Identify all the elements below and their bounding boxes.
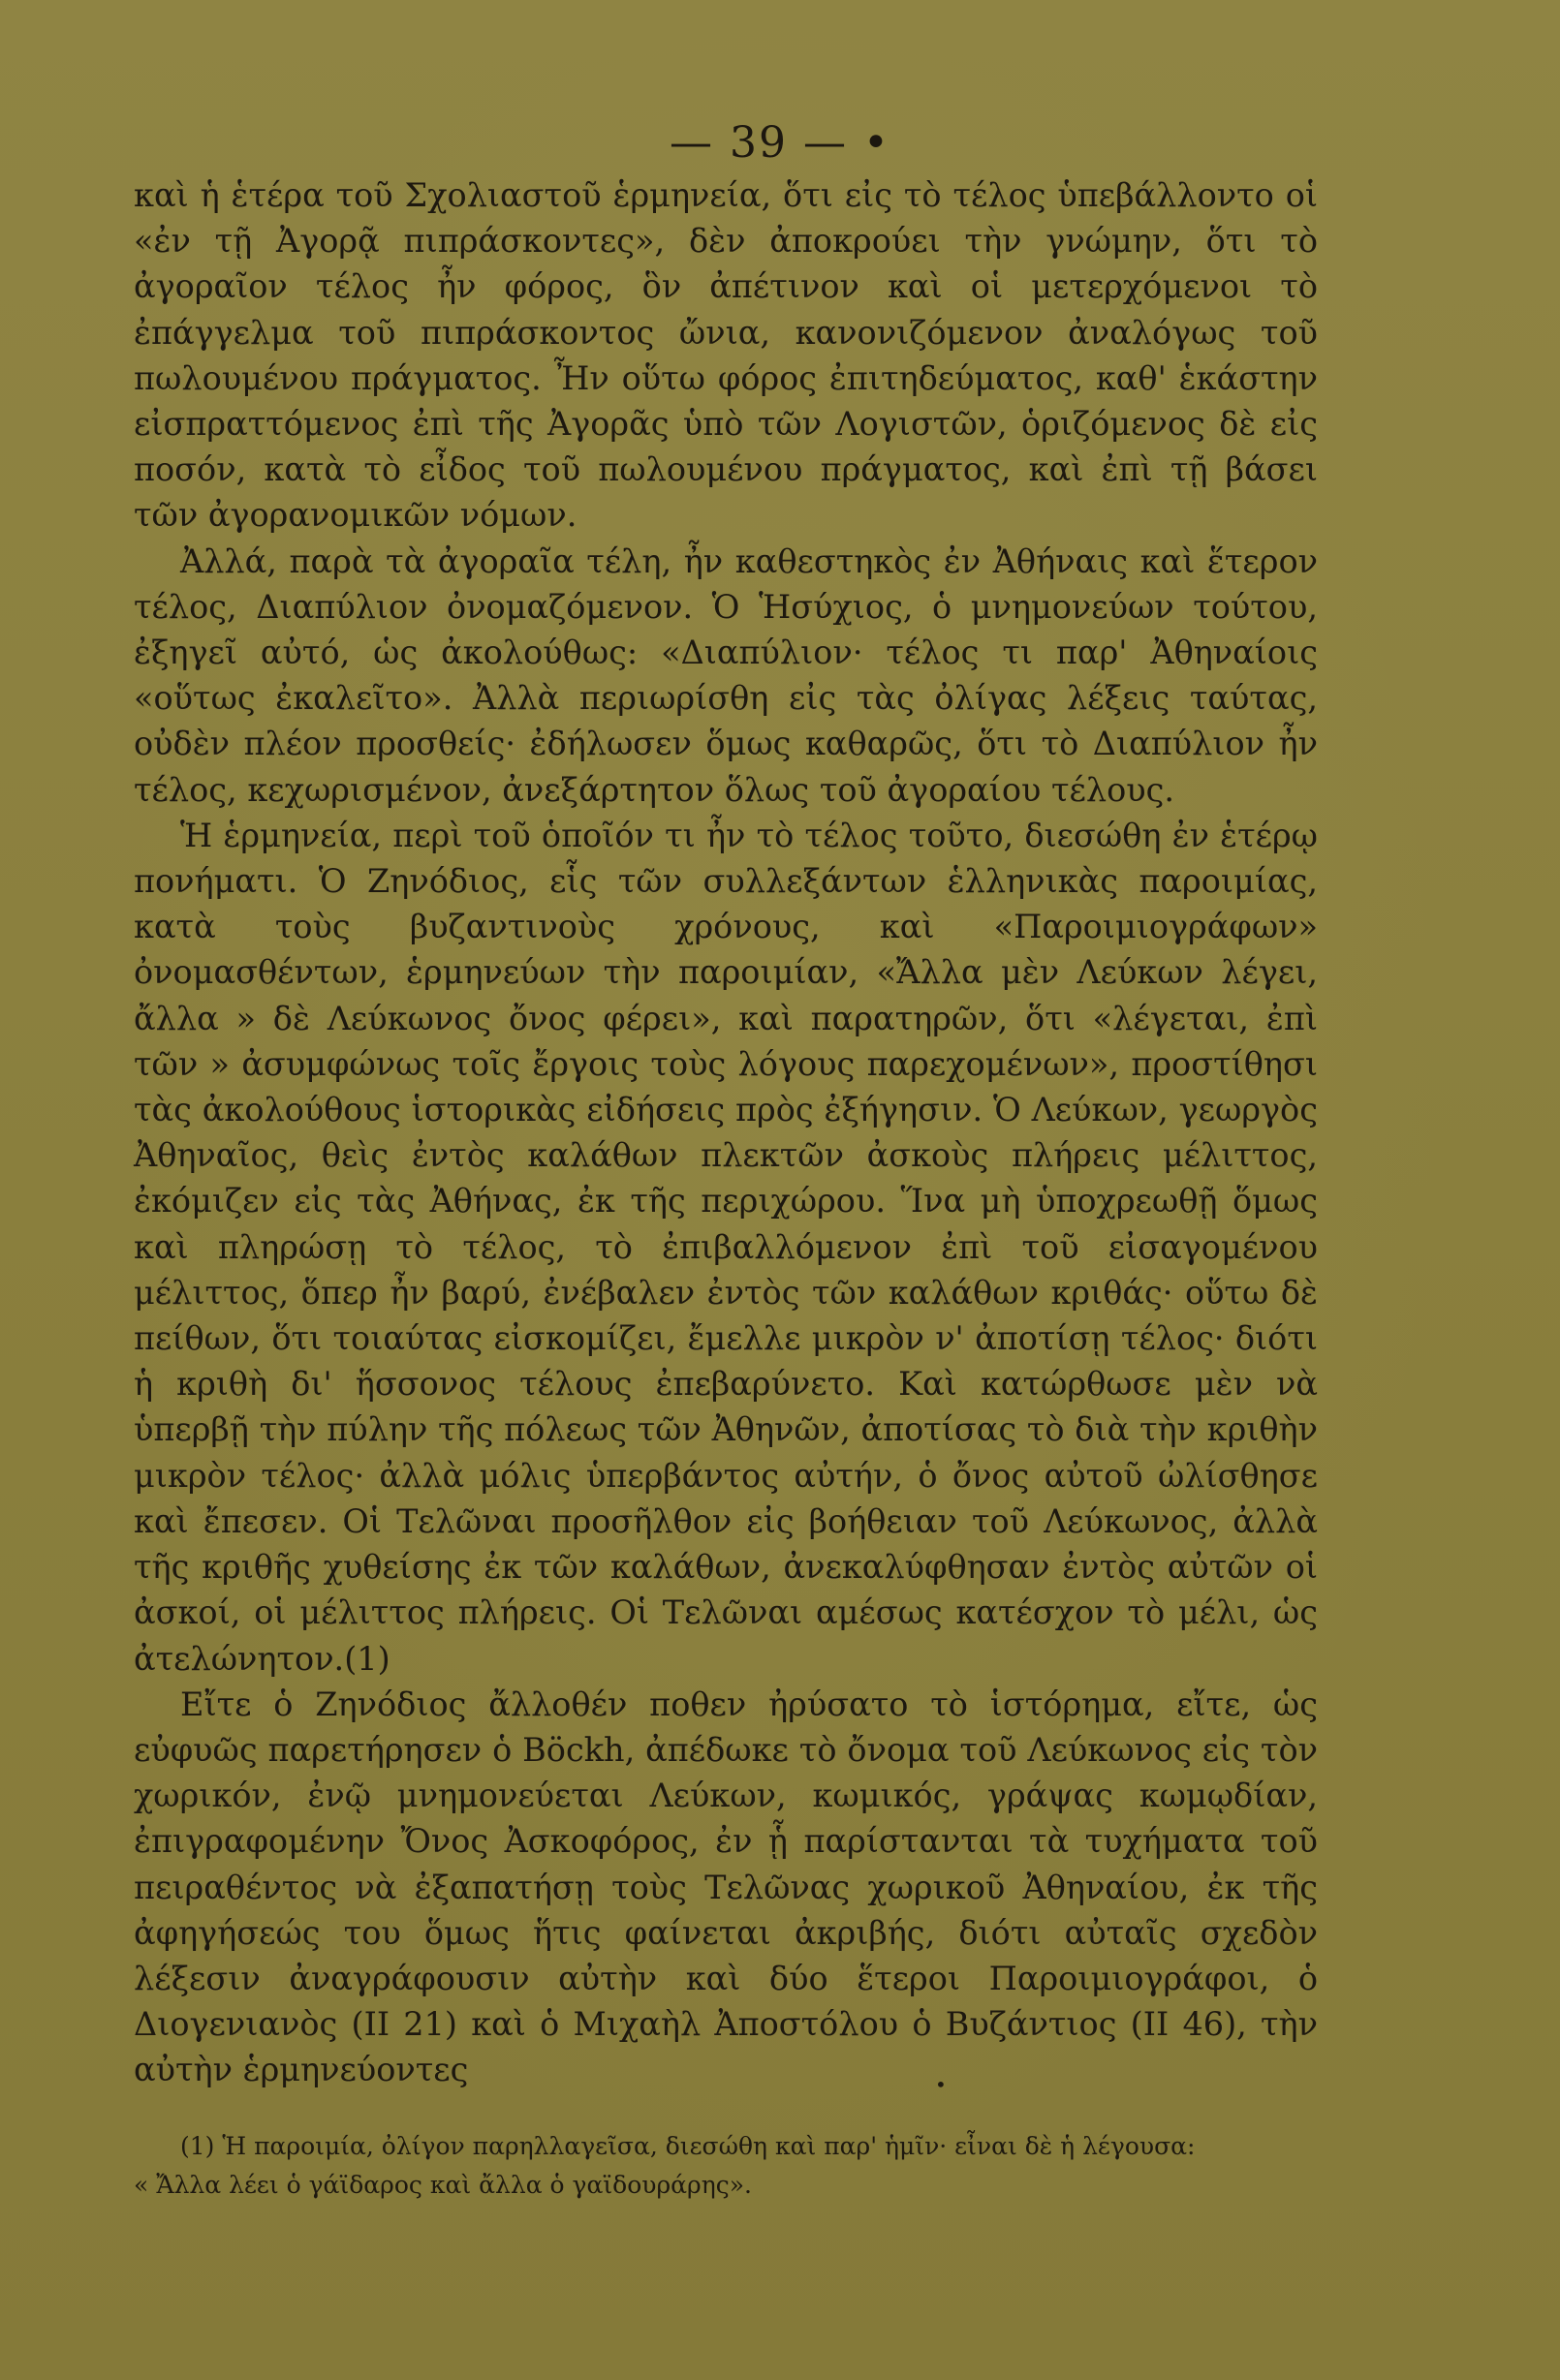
body-text <box>134 172 1318 2093</box>
footnote-separator-mark: • <box>935 2073 947 2096</box>
footnotes <box>134 2127 1318 2205</box>
paragraph-3: Ἡ ἑρμηνεία, περὶ τοῦ ὁποῖόν τι ἦν τὸ τέλος τοῦτο, διεσώθη ἐν ἑτέρῳ πονήματι. Ὁ Ζηνόδιος, εἷς τῶν συλλεξάντων ἑλληνικὰς παροιμίας, κατὰ τοὺς βυζαντινοὺς χρόνους, καὶ «Παροιμιογράφων» ὀνομασθέντων, ἑρμηνεύων τὴν παροιμίαν, «Ἄλλα μὲν Λεύκων λέγει, ἄλλα » δὲ Λεύκωνος ὄνος φέρει», καὶ παρατηρῶν, ὅτι «λέγεται, ἐπὶ τῶν » ἀσυμφώνως τοῖς ἔργοις τοὺς λόγους παρεχομένων», προστίθησι τὰς ἀκολούθους ἱστορικὰς εἰδήσεις πρὸς ἐξήγησιν. Ὁ Λεύκων, γεωργὸς Ἀθηναῖος, θεὶς ἐντὸς καλάθων πλεκτῶν ἀσκοὺς πλήρεις μέλιττος, ἐκόμιζεν εἰς τὰς Ἀθήνας, ἐκ τῆς περιχώρου. Ἵνα μὴ ὑποχρεωθῇ ὅμως καὶ πληρώσῃ τὸ τέλος, τὸ ἐπιβαλλόμενον ἐπὶ τοῦ εἰσαγομένου μέλιττος, ὅπερ ἦν βαρύ, ἐνέβαλεν ἐντὸς τῶν καλάθων κριθάς· οὕτω δὲ πείθων, ὅτι τοιαύτας εἰσκομίζει, ἔμελλε μικρὸν ν' ἀποτίσῃ τέλος· διότι ἡ κριθὴ δι' ἥσσονος τέλους ἐπεβαρύνετο. Καὶ κατώρθωσε μὲν νὰ ὑπερβῇ τὴν πύλην τῆς πόλεως τῶν Ἀθηνῶν, ἀποτίσας τὸ διὰ τὴν κριθὴν μικρὸν τέλος· ἀλλὰ μόλις ὑπερβάντος αὐτήν, ὁ ὄνος αὐτοῦ ὠλίσθησε καὶ ἔπεσεν. Οἱ Τελῶναι προσῆλθον εἰς βοήθειαν τοῦ Λεύκωνος, ἀλλὰ τῆς κριθῆς χυθείσης ἐκ τῶν καλάθων, ἀνεκαλύφθησαν ἐντὸς αὐτῶν οἱ ἀσκοί, οἱ μέλιττος πλήρεις. Οἱ Τελῶναι αμέσως κατέσχον τὸ μέλι, ὡς ἀτελώνητον.(1) <box>134 816 1318 1678</box>
footnote-1-continuation: « Ἄλλα λέει ὁ γάϊδαρος καὶ ἄλλα ὁ γαϊδουράρης». <box>134 2171 752 2199</box>
paragraph-2: Ἀλλά, παρὰ τὰ ἀγοραῖα τέλη, ἦν καθεστηκὸς ἐν Ἀθήναις καὶ ἕτερον τέλος, Διαπύλιον ὀνομαζόμενον. Ὁ Ἡσύχιος, ὁ μνημονεύων τούτου, ἐξηγεῖ αὐτό, ὡς ἀκολούθως: «Διαπύλιον· τέλος τι παρ' Ἀθηναίοις «οὕτως ἐκαλεῖτο». Ἀλλὰ περιωρίσθη εἰς τὰς ὀλίγας λέξεις ταύτας, οὐδὲν πλέον προσθείς· ἐδήλωσεν ὅμως καθαρῶς, ὅτι τὸ Διαπύλιον ἦν τέλος, κεχωρισμένον, ἀνεξάρτητον ὅλως τοῦ ἀγοραίου τέλους. <box>134 541 1318 809</box>
paragraph-4: Εἴτε ὁ Ζηνόδιος ἄλλοθέν ποθεν ἠρύσατο τὸ ἱστόρημα, εἴτε, ὡς εὐφυῶς παρετήρησεν ὁ Böckh, ἀπέδωκε τὸ ὄνομα τοῦ Λεύκωνος εἰς τὸν χωρικόν, ἐνῷ μνημονεύεται Λεύκων, κωμικός, γράψας κωμῳδίαν, ἐπιγραφομένην Ὄνος Ἀσκοφόρος, ἐν ᾗ παρίστανται τὰ τυχήματα τοῦ πειραθέντος νὰ ἐξαπατήσῃ τοὺς Τελῶνας χωρικοῦ Ἀθηναίου, ἐκ τῆς ἀφηγήσεώς του ὅμως ἥτις φαίνεται ἀκριβής, διότι αὐταῖς σχεδὸν λέξεσιν ἀναγράφουσιν αὐτὴν καὶ δύο ἕτεροι Παροιμιογράφοι, ὁ Διογενιανὸς (II 21) καὶ ὁ Μιχαὴλ Ἀποστόλου ὁ Βυζάντιος (II 46), τὴν αὐτὴν ἑρμηνεύοντες <box>134 1685 1318 2089</box>
footnote-1: (1) Ἡ παροιμία, ὀλίγον παρηλλαγεῖσα, διεσώθη καὶ παρ' ἡμῖν· εἶναι δὲ ἡ λέγουσα: <box>180 2132 1196 2160</box>
page-number: — 39 — • <box>670 118 890 168</box>
paragraph-1: καὶ ἡ ἑτέρα τοῦ Σχολιαστοῦ ἑρμηνεία, ὅτι εἰς τὸ τέλος ὑπεβάλλοντο οἱ «ἐν τῇ Ἀγορᾷ πιπράσκοντες», δὲν ἀποκρούει τὴν γνώμην, ὅτι τὸ ἀγοραῖον τέλος ἦν φόρος, ὃν ἀπέτινον καὶ οἱ μετερχόμενοι τὸ ἐπάγγελμα τοῦ πιπράσκοντος ὤνια, κανονιζόμενον ἀναλόγως τοῦ πωλουμένου πράγματος. Ἦν οὕτω φόρος ἐπιτηδεύματος, καθ' ἑκάστην εἰσπραττόμενος ἐπὶ τῆς Ἀγορᾶς ὑπὸ τῶν Λογιστῶν, ὁριζόμενος δὲ εἰς ποσόν, κατὰ τὸ εἶδος τοῦ πωλουμένου πράγματος, καὶ ἐπὶ τῇ βάσει τῶν ἀγορανομικῶν νόμων. <box>134 176 1318 535</box>
